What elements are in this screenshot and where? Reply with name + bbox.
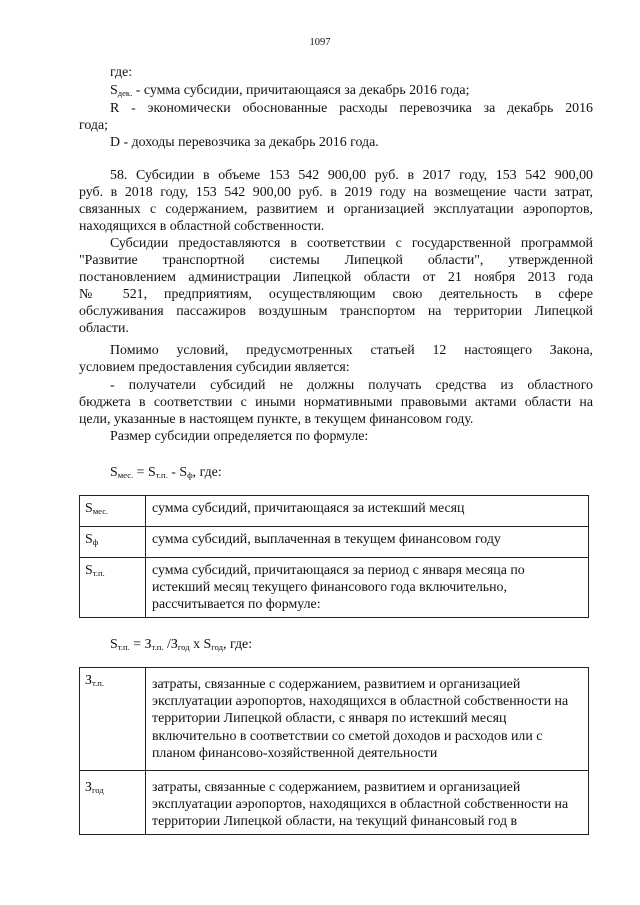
table-symbol-cell: $З_{год}$ [80, 771, 146, 835]
table-text-cell: затраты, связанные с содержанием, развитием и организацией эксплуатации аэропортов, находящихся в областной собственности на территории Липецкой области, с января по истекший месяц включительно в соответствии со сметой доходов и расходов или с планом финансово-хозяйственной деятельности [146, 668, 589, 771]
program-line-2: "Развитие транспортной системы Липецкой области", утвержденной [79, 253, 593, 268]
s-dec-definition: $S_{дек.}$ - сумма субсидии, причитающаяся за декабрь 2016 года; [110, 83, 470, 98]
section-58-line-1: 58. Субсидии в объеме 153 542 900,00 руб. в 2017 году, 153 542 900,00 [110, 168, 593, 183]
recipients-line-2: бюджета в соответствии с иными нормативными правовыми актами области на [79, 395, 593, 410]
table-text-cell: затраты, связанные с содержанием, развитием и организацией эксплуатации аэропортов, находящихся в областной собственности на территории Липецкой области, на текущий финансовый год в [146, 771, 589, 835]
table-row [80, 496, 589, 527]
table-row [80, 558, 589, 618]
table-text-cell: сумма субсидий, выплаченная в текущем финансовом году [146, 527, 589, 558]
table-symbol-cell: $З_{т.п.}$ [80, 668, 146, 771]
program-line-3: постановлением администрации Липецкой области от 21 ноября 2013 года [79, 270, 593, 285]
definitions-table-1 [79, 495, 589, 618]
r-definition-line-1: R - экономически обоснованные расходы перевозчика за декабрь 2016 [110, 101, 593, 116]
definitions-table-2 [79, 667, 589, 835]
formula-1: $S_{мес.} = S_{т.п.} - S_ф$, где: [110, 465, 222, 480]
page-number: 1097 [309, 37, 331, 48]
table-symbol-cell: $S_{т.п.}$ [80, 558, 146, 618]
table-row [80, 668, 589, 771]
d-definition: D - доходы перевозчика за декабрь 2016 года. [110, 135, 379, 150]
section-58-line-4: находящихся в областной собственности. [79, 219, 325, 234]
table-row [80, 771, 589, 835]
recipients-line-3: цели, указанные в настоящем пункте, в текущем финансовом году. [79, 412, 474, 427]
formula-2: $S_{т.п.} = З_{т.п.}$ $/З_{год}$ х $S_{год}$, где: [110, 637, 253, 652]
section-58-line-3: связанных с содержанием, развитием и организацией эксплуатации аэропортов, [79, 202, 593, 217]
r-definition-line-2: года; [79, 118, 108, 133]
conditions-line-2: условием предоставления субсидии является: [79, 360, 350, 375]
program-line-6: области. [79, 321, 129, 336]
recipients-line-1: - получатели субсидий не должны получать средства из областного [110, 378, 593, 393]
section-58-line-2: руб. в 2018 году, 153 542 900,00 руб. в 2019 году на возмещение части затрат, [79, 185, 593, 200]
table-text-cell: сумма субсидий, причитающаяся за период с января месяца по истекший месяц текущего финансового года включительно, рассчитывается по формуле: [146, 558, 589, 618]
table-row [80, 527, 589, 558]
program-line-1: Субсидии предоставляются в соответствии с государственной программой [110, 236, 593, 251]
table-text-cell: сумма субсидий, причитающаяся за истекший месяц [146, 496, 589, 527]
conditions-line-1: Помимо условий, предусмотренных статьей 12 настоящего Закона, [110, 343, 593, 358]
table-symbol-cell: $S_ф$ [80, 527, 146, 558]
program-line-4: № 521, предприятиям, осуществляющим свою деятельность в сфере [79, 287, 593, 302]
table-symbol-cell: $S_{мес.}$ [80, 496, 146, 527]
program-line-5: обслуживания пассажиров воздушным транспортом на территории Липецкой [79, 304, 593, 319]
formula-intro: Размер субсидии определяется по формуле: [110, 429, 369, 444]
where-label: где: [110, 65, 133, 80]
